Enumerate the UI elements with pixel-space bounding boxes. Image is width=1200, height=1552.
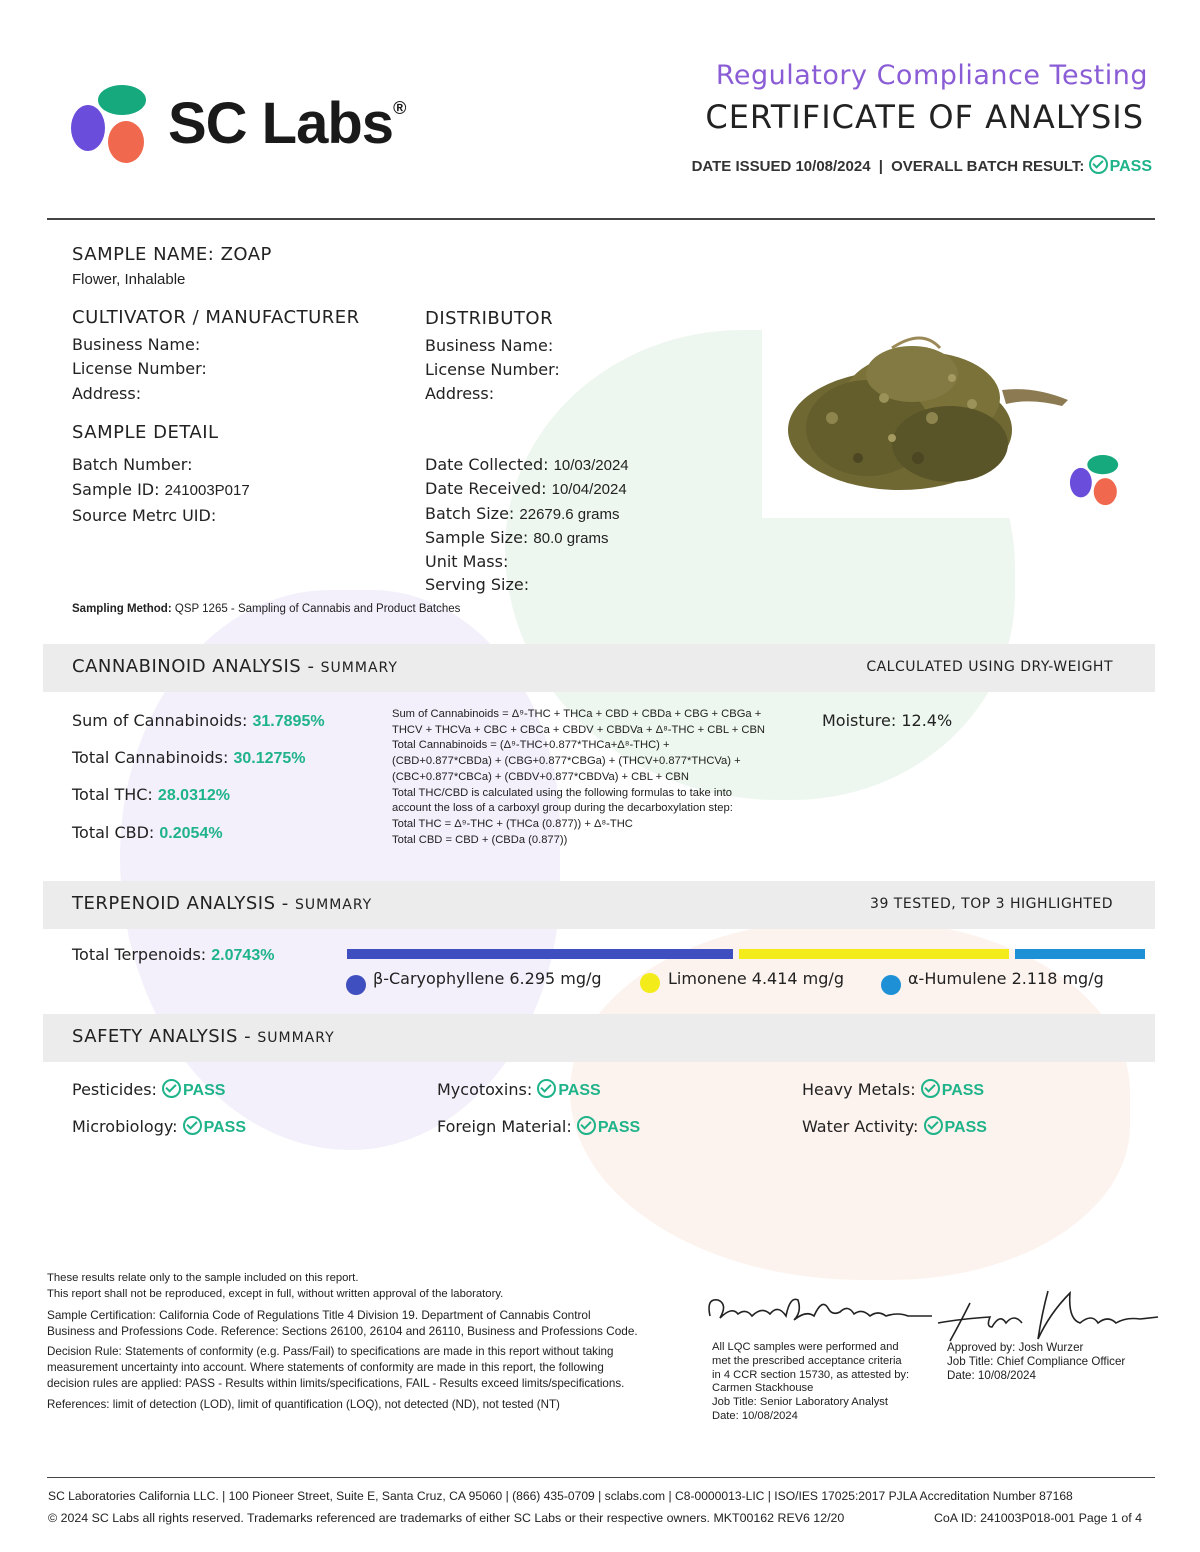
caryophyllene-label: β-Caryophyllene 6.295 mg/g [373,969,602,988]
cultivator-license-number: License Number: [72,359,207,378]
check-icon [537,1079,556,1098]
check-icon [183,1116,202,1135]
terpenoid-dash: - [281,893,289,914]
batch-size [425,504,619,523]
footer-coa-id: CoA ID: 241003P018-001 Page 1 of 4 [933,1511,1142,1525]
humulene-dot-icon [881,975,901,995]
total-value: 30.1275% [233,750,306,767]
approval [947,1341,1157,1382]
mycotoxins-label: Mycotoxins: [437,1080,533,1099]
logo-mark-icon [68,84,152,170]
safety-summary: SUMMARY [257,1030,335,1046]
note-line-1: These results relate only to the sample included on this report. [47,1272,359,1284]
separator: | [878,158,883,175]
pesticides-label: Pesticides: [72,1080,157,1099]
lqc-date: Date: 10/08/2024 [712,1409,798,1422]
product-image [762,318,1122,518]
footer-copyright: © 2024 SC Labs all rights reserved. Trademarks referenced are trademarks of either SC Labs or their respective owners. MKT00162 REV6 12/20 [48,1511,845,1525]
decision-text: Statements of conformity (e.g. Pass/Fail) to specifications are made in this report without taking [124,1345,614,1358]
decision-text-3: decision rules are applied: PASS - Results within limits/specifications, FAIL - Results exceed limits/specifications. [47,1377,625,1390]
formula-line: (CBC+0.877*CBCa) + (CBDV+0.877*CBDVa) + CBL + CBN [392,770,689,783]
terpenoid-title [72,893,372,914]
check-icon [577,1116,596,1135]
check-icon [1089,155,1108,174]
limonene-label: Limonene 4.414 mg/g [668,969,844,988]
sample-size-value: 80.0 grams [533,530,609,547]
mycotoxins-result: PASS [558,1082,601,1099]
terpenoid-title-text: TERPENOID ANALYSIS [72,893,276,914]
sampling-method [72,603,460,615]
references [47,1397,647,1413]
decision-text-2: measurement uncertainty into account. Where statements of conformity are made in this report, the following [47,1361,604,1374]
check-icon [921,1079,940,1098]
heavy-metals-result: PASS [941,1082,985,1099]
check-icon [924,1116,943,1135]
lqc-name: Carmen Stackhouse [712,1382,814,1395]
sample-id-label: Sample ID: [72,480,160,499]
sum-of-cannabinoids [72,711,325,731]
date-issued: DATE ISSUED 10/08/2024 [691,158,871,175]
date-received-label: Date Received: [425,479,547,498]
cannabinoid-title-text: CANNABINOID ANALYSIS [72,656,302,677]
sample-name-label: SAMPLE NAME: [72,244,215,265]
sampling-method-label: Sampling Method: [72,603,172,615]
formula-line: Total THC/CBD is calculated using the following formulas to take into [392,786,732,799]
sum-value: 31.7895% [252,713,325,730]
pesticides [72,1079,225,1100]
thc-label: Total THC: [72,785,153,804]
pesticides-result: PASS [183,1082,226,1099]
approved-date: Date: 10/08/2024 [947,1368,1036,1382]
header-subtitle: Regulatory Compliance Testing [715,60,1148,91]
cultivator-address: Address: [72,384,142,403]
analyst-signature [702,1290,942,1330]
lqc-line-1: All LQC samples were performed and [712,1341,899,1353]
formula-line: Total Cannabinoids = (Δ⁹-THC+0.877*THCa+Δ⁸-THC) + [392,739,670,752]
water-activity [802,1116,987,1137]
sample-size [425,528,608,547]
sample-id [72,480,250,499]
cannabinoid-band [43,644,1155,692]
cannabis-flower-image [772,318,1072,518]
cannabinoid-dash: - [307,656,315,677]
footer-rule [47,1477,1155,1478]
cbd-label: Total CBD: [72,823,155,842]
decision-label: Decision Rule: [47,1345,122,1358]
total-label: Total Cannabinoids: [72,748,229,767]
sample-detail-title: SAMPLE DETAIL [72,422,219,443]
sample-name-value: ZOAP [220,244,272,265]
cultivator-business-name: Business Name: [72,335,201,354]
formula-line: account the loss of a carboxyl group during the decarboxylation step: [392,802,733,815]
lqc-line-3: in 4 CCR section 15730, as attested by: [712,1368,910,1381]
batch-result: PASS [1109,158,1152,175]
ref-label: References: [47,1398,110,1411]
cannabinoid-summary: SUMMARY [320,660,398,676]
moisture: Moisture: 12.4% [822,711,953,730]
heavy-metals-label: Heavy Metals: [802,1080,916,1099]
terpene-bar-segment [1015,949,1145,959]
lqc-attestation [712,1341,932,1424]
safety-band [43,1014,1155,1062]
date-received [425,479,627,498]
date-collected-value: 10/03/2024 [553,457,629,474]
sample-name [72,244,272,265]
terpene-bar-segment [347,949,733,959]
sample-type: Flower, Inhalable [72,271,186,288]
logo-text: SC Labs® [168,91,406,156]
heavy-metals [802,1079,984,1100]
approved-by: Approved by: Josh Wurzer [947,1341,1084,1354]
caryophyllene-dot-icon [346,975,366,995]
date-collected-label: Date Collected: [425,455,549,474]
total-cbd [72,823,223,843]
terpenoid-tested: 39 TESTED, TOP 3 HIGHLIGHTED [870,896,1113,912]
cert-text-2: Business and Professions Code. Reference: Sections 26100, 26104 and 26110, Business and Professions Code. [47,1324,638,1338]
report-notes [47,1270,647,1302]
header-title: CERTIFICATE OF ANALYSIS [705,98,1144,136]
water-activity-label: Water Activity: [802,1117,919,1136]
decision-rule [47,1344,647,1392]
sum-label: Sum of Cannabinoids: [72,711,248,730]
terpenoids-value: 2.0743% [211,947,275,964]
ref-text: limit of detection (LOD), limit of quantification (LOQ), not detected (ND), not tested (NT) [112,1398,560,1411]
cert-label: Sample Certification: [47,1308,156,1322]
small-logo-mark-icon [1068,454,1122,510]
total-thc [72,785,230,805]
terpenoids-label: Total Terpenoids: [72,945,207,964]
formula-line: THCV + THCVa + CBC + CBCa + CBDV + CBDVa + Δ⁸-THC + CBL + CBN [392,723,765,736]
source-metrc-uid: Source Metrc UID: [72,506,217,525]
batch-size-value: 22679.6 grams [519,506,620,523]
cultivator-title: CULTIVATOR / MANUFACTURER [72,307,360,328]
formula-line: (CBD+0.877*CBDa) + (CBG+0.877*CBGa) + (THCV+0.877*THCVa) + [392,755,741,768]
sample-certification [47,1307,647,1339]
microbiology-label: Microbiology: [72,1117,178,1136]
cbd-value: 0.2054% [159,825,223,842]
total-terpenoids [72,945,274,965]
unit-mass: Unit Mass: [425,552,509,571]
terpenoid-summary: SUMMARY [294,897,373,913]
terpene-bar-segment [739,949,1009,959]
distributor-business-name: Business Name: [425,336,554,355]
limonene-dot-icon [640,973,660,993]
cannabinoid-title [72,656,398,677]
distributor-license-number: License Number: [425,360,560,379]
mycotoxins [437,1079,601,1100]
date-received-value: 10/04/2024 [551,481,627,498]
lqc-title: Job Title: Senior Laboratory Analyst [712,1396,888,1409]
foreign-material-result: PASS [597,1119,641,1136]
approved-title: Job Title: Chief Compliance Officer [947,1354,1126,1368]
batch-number: Batch Number: [72,455,193,474]
check-icon [162,1079,181,1098]
batch-result-label: OVERALL BATCH RESULT: [891,158,1085,175]
sample-size-label: Sample Size: [425,528,529,547]
batch-size-label: Batch Size: [425,504,515,523]
serving-size: Serving Size: [425,575,530,594]
sample-id-value: 241003P017 [164,482,250,499]
foreign-material-label: Foreign Material: [437,1117,572,1136]
date-collected [425,455,629,474]
footer-address: SC Laboratories California LLC. | 100 Pioneer Street, Suite E, Santa Cruz, CA 95060 | (866) 435-0709 | sclabs.com | C8-0000013-LIC | ISO/IES 17025:2017 PJLA Accreditation Number 87168 [48,1489,1073,1503]
sc-labs-logo [68,84,428,174]
safety-title-text: SAFETY ANALYSIS [72,1026,238,1047]
microbiology [72,1116,246,1137]
formula-line: Total THC = Δ⁹-THC + (THCa (0.877)) + Δ⁸-THC [392,817,633,830]
thc-value: 28.0312% [157,787,230,804]
terpenoid-band [43,881,1155,929]
terpene-bar [347,949,1145,959]
sampling-method-value: QSP 1265 - Sampling of Cannabis and Product Batches [174,603,461,615]
safety-dash: - [244,1026,252,1047]
cert-text: California Code of Regulations Title 4 Division 19. Department of Cannabis Control [159,1308,591,1322]
header-date-result [692,155,1152,176]
total-cannabinoids [72,748,306,768]
formula-line: Sum of Cannabinoids = Δ⁹-THC + THCa + CBD + CBDa + CBG + CBGa + [392,708,762,720]
cannabinoid-formulas [392,707,812,848]
distributor-address: Address: [425,384,495,403]
safety-title [72,1026,335,1047]
note-line-2: This report shall not be reproduced, except in full, without written approval of the laboratory. [47,1288,504,1300]
cannabinoid-dry-weight: CALCULATED USING DRY-WEIGHT [866,659,1113,675]
water-activity-result: PASS [944,1119,987,1136]
humulene-label: α-Humulene 2.118 mg/g [908,969,1104,988]
distributor-title: DISTRIBUTOR [425,308,554,329]
microbiology-result: PASS [203,1119,247,1136]
lqc-line-2: met the prescribed acceptance criteria [712,1354,902,1367]
header-rule [47,218,1155,220]
formula-line: Total CBD = CBD + (CBDa (0.877)) [392,833,568,846]
foreign-material [437,1116,640,1137]
